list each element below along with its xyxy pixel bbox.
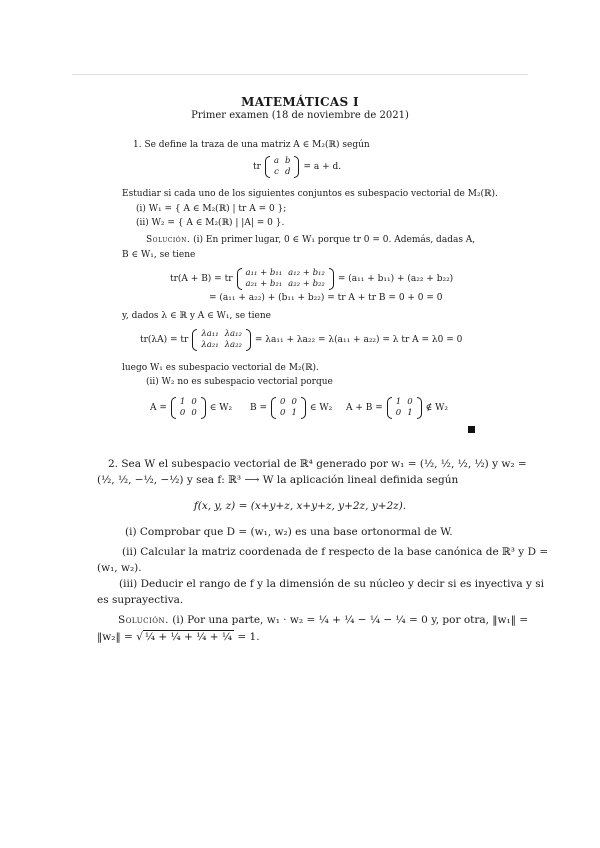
equation-trace-sum bbox=[170, 268, 453, 290]
problem2-part-ii-line1: (ii) Calcular la matriz coordenada de f respecto de la base canónica de ℝ³ y D = bbox=[122, 546, 549, 558]
solution-text: (i) En primer lugar, 0 ∈ W₁ porque tr 0 = 0. Además, dadas A, bbox=[193, 235, 476, 245]
matrix-cell: λa₁₂ bbox=[224, 329, 242, 339]
trace-matrix bbox=[265, 156, 300, 178]
matrix-cell: a bbox=[273, 156, 279, 166]
solution-text: (i) Por una parte, w₁ · w₂ = ¼ + ¼ − ¼ − ¼ = 0 y, por otra, ‖w₁‖ = bbox=[172, 614, 529, 626]
matrix-cell: 0 bbox=[395, 408, 402, 418]
counterexample-A bbox=[150, 397, 232, 419]
page-subtitle: Primer examen (18 de noviembre de 2021) bbox=[191, 110, 409, 121]
problem2-part-i: (i) Comprobar que D = (w₁, w₂) es una base ortonormal de W. bbox=[125, 526, 453, 538]
page-title: MATEMÁTICAS I bbox=[241, 95, 359, 109]
sqrt-radicand: ¼ + ¼ + ¼ + ¼ bbox=[144, 631, 233, 643]
membership: ∉ W₂ bbox=[425, 403, 449, 413]
eq3-matrix bbox=[192, 329, 251, 351]
matrix-cell: 0 bbox=[280, 397, 286, 407]
matrix-cell: 1 bbox=[291, 408, 297, 418]
problem2-solution-line1 bbox=[118, 614, 528, 626]
matrix-cell: a₂₁ + b₂₁ bbox=[245, 279, 283, 289]
counterexample-A-matrix bbox=[171, 397, 206, 419]
matrix-cell: a₁₁ + b₁₁ bbox=[245, 268, 283, 278]
eq1-suffix: = (a₁₁ + b₁₁) + (a₂₂ + b₂₂) bbox=[337, 274, 454, 284]
eq3-suffix: = λa₁₁ + λa₂₂ = λ(a₁₁ + a₂₂) = λ tr A = λ0 = 0 bbox=[254, 335, 463, 345]
membership: ∈ W₂ bbox=[309, 403, 333, 413]
matrix-cell: 0 bbox=[291, 397, 297, 407]
norm-suffix: = 1. bbox=[237, 631, 260, 643]
page-top-rule bbox=[72, 74, 528, 75]
membership: ∈ W₂ bbox=[209, 403, 233, 413]
matrix-cell: b bbox=[285, 156, 291, 166]
problem1-solution-line2: B ∈ W₁, se tiene bbox=[122, 250, 196, 260]
problem1-given: y, dados λ ∈ ℝ y A ∈ W₁, se tiene bbox=[122, 311, 271, 321]
problem2-part-iii-line2: es suprayectiva. bbox=[97, 594, 184, 606]
qed-square-icon bbox=[468, 426, 475, 433]
problem1-study: Estudiar si cada uno de los siguientes conjuntos es subespacio vectorial de M₂(ℝ). bbox=[122, 189, 498, 199]
problem2-line1: 2. Sea W el subespacio vectorial de ℝ⁴ generado por w₁ = (½, ½, ½, ½) y w₂ = bbox=[108, 458, 527, 470]
matrix-cell: c bbox=[274, 167, 279, 177]
counterexample-AB-matrix bbox=[387, 397, 422, 419]
problem1-part-ii: (ii) W₂ = { A ∈ M₂(ℝ) | |A| = 0 }. bbox=[136, 218, 285, 228]
equation-trace-sum-line2: = (a₁₁ + a₂₂) + (b₁₁ + b₂₂) = tr A + tr B = 0 + 0 = 0 bbox=[209, 293, 443, 303]
eq1-prefix: tr(A + B) = tr bbox=[170, 274, 233, 284]
matrix-cell: 1 bbox=[179, 397, 186, 407]
matrix-cell: 0 bbox=[280, 408, 286, 418]
problem2-part-ii-line2: (w₁, w₂). bbox=[97, 562, 142, 574]
matrix-cell: 1 bbox=[395, 397, 402, 407]
matrix-cell: d bbox=[285, 167, 291, 177]
counterexample-label: B = bbox=[250, 403, 268, 413]
solution-label: Solución. bbox=[146, 235, 191, 245]
matrix-cell: 1 bbox=[407, 408, 413, 418]
solution-label: Solución. bbox=[118, 614, 169, 626]
trace-prefix: tr bbox=[253, 162, 261, 172]
trace-definition bbox=[253, 156, 341, 178]
problem1-statement: 1. Se define la traza de una matriz A ∈ M₂(ℝ) según bbox=[133, 140, 370, 150]
eq1-matrix bbox=[237, 268, 334, 290]
matrix-cell: λa₂₂ bbox=[224, 340, 242, 350]
eq3-prefix: tr(λA) = tr bbox=[140, 335, 189, 345]
counterexample-label: A = bbox=[150, 403, 167, 413]
matrix-cell: 0 bbox=[191, 397, 197, 407]
matrix-cell: 0 bbox=[191, 408, 197, 418]
matrix-cell: 0 bbox=[407, 397, 413, 407]
matrix-cell: λa₂₁ bbox=[201, 340, 219, 350]
matrix-cell: a₂₂ + b₂₂ bbox=[288, 279, 325, 289]
problem2-line2: (½, ½, −½, −½) y sea f: ℝ³ ⟶ W la aplicación lineal definida según bbox=[97, 474, 459, 486]
problem1-part-i: (i) W₁ = { A ∈ M₂(ℝ) | tr A = 0 }; bbox=[136, 204, 287, 214]
trace-suffix: = a + d. bbox=[303, 162, 342, 172]
problem2-part-iii-line1: (iii) Deducir el rango de f y la dimensión de su núcleo y decir si es inyectiva y si bbox=[119, 578, 545, 590]
matrix-cell: a₁₂ + b₁₂ bbox=[288, 268, 325, 278]
norm-prefix: ‖w₂‖ = bbox=[97, 631, 133, 643]
problem2-solution-line2: ‖w₂‖ = √ ¼ + ¼ + ¼ + ¼ = 1. bbox=[97, 631, 260, 643]
equation-trace-scalar bbox=[140, 329, 462, 351]
counterexample-B bbox=[250, 397, 332, 419]
problem1-conclusion: luego W₁ es subespacio vectorial de M₂(ℝ). bbox=[122, 363, 319, 373]
counterexample-B-matrix bbox=[271, 397, 306, 419]
counterexample-label: A + B = bbox=[346, 403, 383, 413]
matrix-cell: λa₁₁ bbox=[201, 329, 219, 339]
counterexample-AB bbox=[346, 397, 448, 419]
matrix-cell: 0 bbox=[179, 408, 186, 418]
problem1-solution-line1 bbox=[146, 235, 475, 245]
problem2-formula: f(x, y, z) = (x+y+z, x+y+z, y+2z, y+2z). bbox=[193, 500, 407, 512]
problem1-part-ii-solution: (ii) W₂ no es subespacio vectorial porque bbox=[146, 377, 333, 387]
